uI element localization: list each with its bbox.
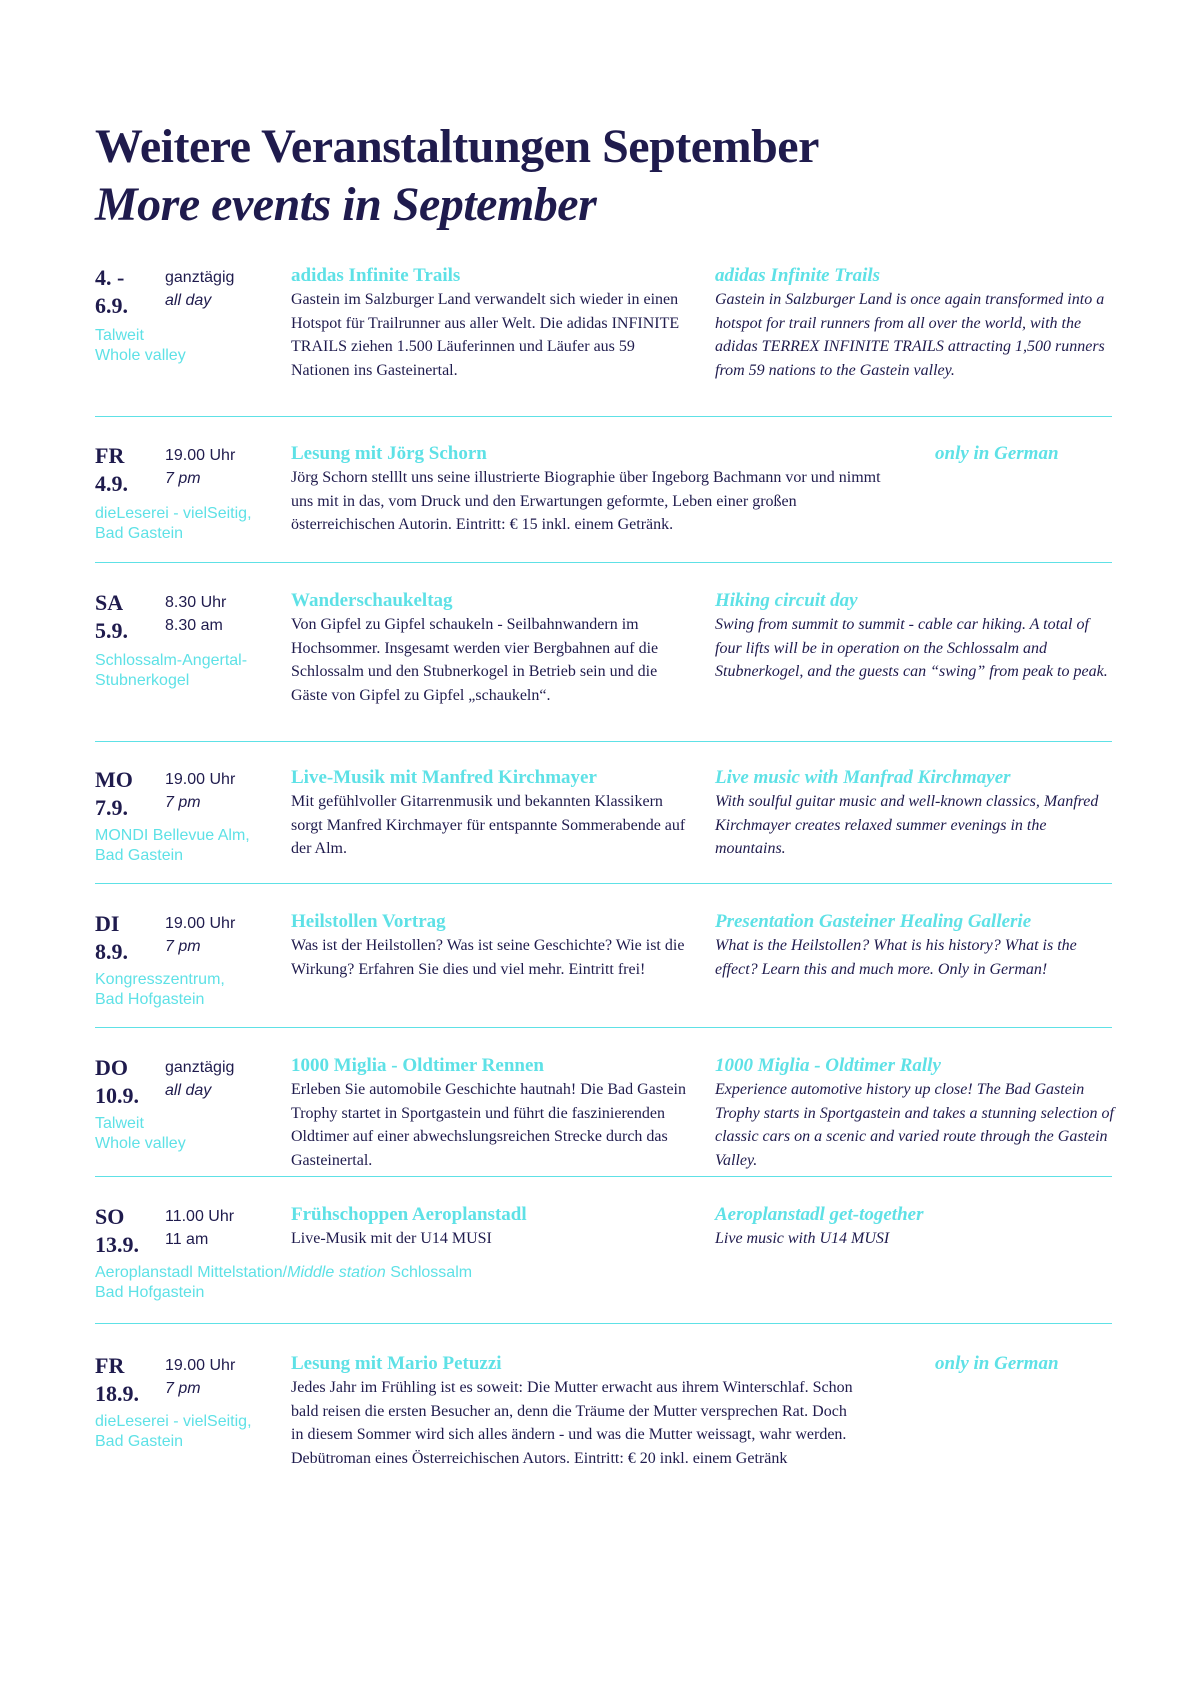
- event-location: MONDI Bellevue Alm, Bad Gastein: [95, 827, 250, 864]
- event-description-english: Gastein in Salzburger Land is once again transformed into a hotspot for trail runners from all over the world, with the adidas TERREX INFINITE TRAILS attracting 1,500 runners from 59 nations to the Gastein valley.: [715, 291, 1105, 379]
- event-date: DO 10.9.: [95, 1055, 139, 1108]
- event-description-german: Gastein im Salzburger Land verwandelt sich wieder in einen Hotspot für Trailrunner aus aller Welt. Die adidas INFINITE TRAILS ziehen 1.500 Läuferinnen und Läufer aus 59 Nationen ins Gasteinertal.: [291, 291, 680, 379]
- event-german-text: [291, 589, 691, 707]
- event-location: Kongresszentrum, Bad Hofgastein: [95, 971, 225, 1008]
- event-description-english: Swing from summit to summit - cable car hiking. A total of four lifts will be in operation on the Schlossalm and Stubnerkogel, and the guests can “swing” from peak to peak.: [715, 616, 1108, 680]
- event-time: 19.00 Uhr 7 pm: [165, 447, 236, 487]
- event-date: SO 13.9.: [95, 1204, 139, 1257]
- event-title-german: 1000 Miglia - Oldtimer Rennen: [291, 1055, 544, 1076]
- event-german-text: [291, 1054, 691, 1172]
- event-title-german: Lesung mit Jörg Schorn: [291, 443, 487, 464]
- event-time: 19.00 Uhr 7 pm: [165, 1357, 236, 1397]
- event-date: DI 8.9.: [95, 911, 128, 964]
- event-title-german: Wanderschaukeltag: [291, 590, 453, 611]
- divider: [95, 1027, 1112, 1028]
- event-title-german: Live-Musik mit Manfred Kirchmayer: [291, 767, 597, 788]
- event-location: Talweit Whole valley: [95, 1115, 186, 1152]
- event-date: FR 18.9.: [95, 1353, 139, 1406]
- event-time: 19.00 Uhr 7 pm: [165, 771, 236, 811]
- divider: [95, 1176, 1112, 1177]
- event-location: dieLeserei - vielSeitig, Bad Gastein: [95, 505, 252, 542]
- event-english-text: [715, 766, 1115, 861]
- language-note: only in German: [935, 443, 1059, 464]
- event-description-german: Was ist der Heilstollen? Was ist seine Geschichte? Wie ist die Wirkung? Erfahren Sie dies und viel mehr. Eintritt frei!: [291, 937, 685, 978]
- event-time: 11.00 Uhr 11 am: [165, 1208, 235, 1248]
- event-german-text: [291, 1352, 861, 1470]
- page-title: [95, 118, 819, 234]
- event-title-english: Live music with Manfrad Kirchmayer: [715, 767, 1011, 788]
- event-english-text: [715, 910, 1115, 981]
- event-location: dieLeserei - vielSeitig, Bad Gastein: [95, 1413, 252, 1450]
- divider: [95, 741, 1112, 742]
- language-note: only in German: [935, 1353, 1059, 1374]
- event-date: MO 7.9.: [95, 767, 133, 820]
- divider: [95, 562, 1112, 563]
- page-title-english: More events in September: [95, 178, 597, 231]
- event-date: 4. - 6.9.: [95, 265, 128, 318]
- event-description-english: What is the Heilstollen? What is his history? What is the effect? Learn this and much more. Only in German!: [715, 937, 1077, 978]
- event-location: Talweit Whole valley: [95, 327, 186, 364]
- event-german-text: [291, 766, 691, 861]
- event-description-german: Von Gipfel zu Gipfel schaukeln - Seilbahnwandern im Hochsommer. Insgesamt werden vier Bergbahnen auf die Schlossalm und den Stubnerkogel in Betrieb sein und die Gäste von Gipfel zu Gipfel „schaukeln“.: [291, 616, 659, 704]
- event-title-german: Heilstollen Vortrag: [291, 911, 446, 932]
- event-description-german: Jedes Jahr im Frühling ist es soweit: Die Mutter erwacht aus ihrem Winterschlaf. Schon bald reisen die ersten Besucher an, denn die Träume der Mutter versprechen Rat. Doch in diesem Sommer wird sich alles ändern - und was die Mutter weissagt, wahr werden. Debütroman eines Österreichischen Autors. Eintritt: € 20 inkl. einem Getränk: [291, 1379, 853, 1467]
- event-english-text: [715, 1203, 1115, 1251]
- event-title-english: Presentation Gasteiner Healing Gallerie: [715, 911, 1032, 932]
- event-time: 8.30 Uhr 8.30 am: [165, 594, 227, 634]
- event-english-text: [715, 1054, 1115, 1172]
- event-german-text: [291, 442, 891, 537]
- event-description-english: With soulful guitar music and well-known classics, Manfred Kirchmayer creates relaxed summer evenings in the mountains.: [715, 793, 1099, 857]
- event-title-english: adidas Infinite Trails: [715, 265, 881, 286]
- event-title-english: 1000 Miglia - Oldtimer Rally: [715, 1055, 941, 1076]
- event-location: Schlossalm-Angertal- Stubnerkogel: [95, 652, 248, 689]
- event-time: ganztägig all day: [165, 269, 235, 309]
- page-title-german: Weitere Veranstaltungen September: [95, 120, 819, 173]
- event-description-german: Jörg Schorn stelllt uns seine illustrierte Biographie über Ingeborg Bachmann vor und nimmt uns mit in das, vom Druck und den Erwartungen geformte, Leben einer großen österreichischen Autorin. Eintritt: € 15 inkl. einem Getränk.: [291, 469, 881, 533]
- event-description-german: Live-Musik mit der U14 MUSI: [291, 1230, 492, 1247]
- event-title-german: Lesung mit Mario Petuzzi: [291, 1353, 502, 1374]
- divider: [95, 416, 1112, 417]
- event-german-text: [291, 910, 691, 981]
- event-title-german: Frühschoppen Aeroplanstadl: [291, 1204, 527, 1225]
- divider: [95, 1323, 1112, 1324]
- event-title-english: Hiking circuit day: [715, 590, 858, 611]
- event-date: FR 4.9.: [95, 443, 128, 496]
- event-german-text: [291, 1203, 691, 1251]
- divider: [95, 883, 1112, 884]
- event-description-german: Mit gefühlvoller Gitarrenmusik und bekannten Klassikern sorgt Manfred Kirchmayer für entspannte Sommerabende auf der Alm.: [291, 793, 686, 857]
- event-english-text: [715, 264, 1115, 382]
- event-description-german: Erleben Sie automobile Geschichte hautnah! Die Bad Gastein Trophy startet in Sportgastein und führt die faszinierenden Oldtimer auf einer abwechslungsreichen Strecke durch das Gasteinertal.: [291, 1081, 686, 1169]
- event-german-text: [291, 264, 691, 382]
- event-time: ganztägig all day: [165, 1059, 235, 1099]
- event-title-english: Aeroplanstadl get-together: [715, 1204, 924, 1225]
- event-english-text: [715, 589, 1115, 684]
- event-description-english: Live music with U14 MUSI: [715, 1230, 890, 1247]
- event-location: Aeroplanstadl Mittelstation/Middle station Schlossalm Bad Hofgastein: [95, 1264, 473, 1301]
- event-title-german: adidas Infinite Trails: [291, 265, 461, 286]
- event-description-english: Experience automotive history up close! The Bad Gastein Trophy starts in Sportgastein and takes a stunning selection of classic cars on a scenic and varied route through the Gastein Valley.: [715, 1081, 1114, 1169]
- event-time: 19.00 Uhr 7 pm: [165, 915, 236, 955]
- event-date: SA 5.9.: [95, 590, 128, 643]
